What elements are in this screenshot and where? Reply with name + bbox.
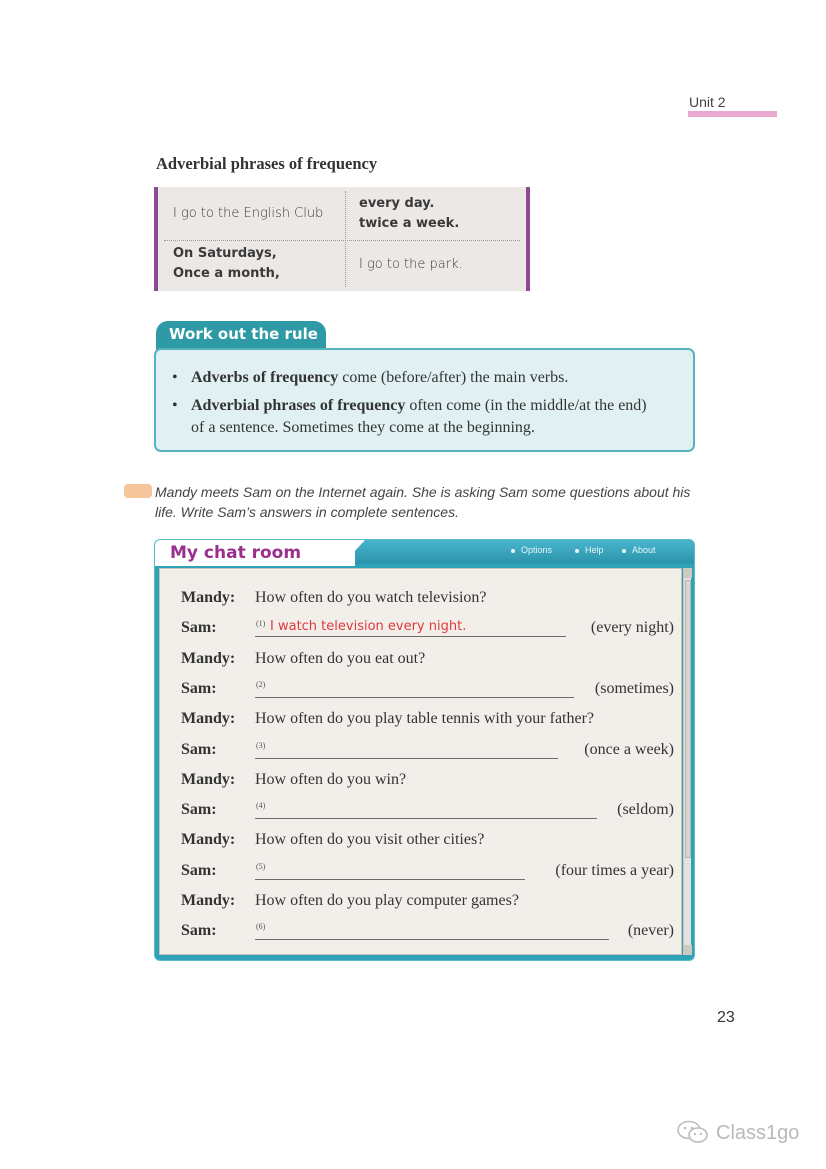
answer-input-line[interactable] [255, 879, 525, 880]
table-divider-horizontal [164, 240, 520, 241]
scroll-up-arrow-icon[interactable] [684, 568, 692, 578]
answer-number: (6) [256, 922, 266, 931]
chat-window [154, 539, 695, 961]
table-cell-b-line2: twice a week. [359, 216, 460, 231]
speaker-sam: Sam: [181, 862, 217, 879]
answer-row [160, 859, 680, 883]
chat-scrollbar[interactable] [683, 568, 691, 955]
table-cell-b-line1: every day. [359, 196, 435, 211]
answer-hint: (four times a year) [555, 862, 674, 879]
answer-hint: (every night) [590, 619, 674, 636]
chat-body [159, 568, 682, 955]
answer-hint: (sometimes) [594, 680, 674, 697]
answer-number: (2) [256, 680, 266, 689]
section-title: Adverbial phrases of frequency [156, 154, 378, 173]
speaker-mandy: Mandy: [181, 831, 236, 848]
answer-hint: (seldom) [617, 801, 674, 818]
speaker-mandy: Mandy: [181, 589, 236, 606]
question-text: How often do you play computer games? [255, 892, 519, 909]
table-cell-a: I go to the English Club [173, 206, 324, 221]
menu-options[interactable] [511, 545, 552, 555]
table-cell-d: I go to the park. [359, 257, 463, 272]
answer-row [160, 616, 680, 640]
question-row [160, 707, 680, 731]
bullet-icon: • [172, 369, 178, 386]
wechat-icon [676, 1120, 710, 1144]
unit-label: Unit 2 [689, 94, 726, 110]
answer-hint: (once a week) [584, 741, 674, 758]
answer-input-line[interactable] [255, 818, 597, 819]
speaker-mandy: Mandy: [181, 892, 236, 909]
answer-input-line[interactable] [255, 758, 558, 759]
scroll-thumb[interactable] [685, 580, 691, 858]
rule-item-1-bold: Adverbs of frequency [191, 369, 339, 386]
menu-options-label: Options [521, 545, 553, 555]
dot-icon [575, 549, 579, 553]
answer-number: (1) [256, 619, 266, 628]
menu-about-label: About [632, 545, 656, 555]
question-text: How often do you eat out? [255, 650, 426, 667]
phrase-table [154, 187, 530, 291]
page-number: 23 [717, 1009, 735, 1026]
question-text: How often do you play table tennis with your father? [255, 710, 595, 727]
question-row [160, 768, 680, 792]
answer-row [160, 738, 680, 762]
table-cell-b [359, 194, 459, 234]
dot-icon [511, 549, 515, 553]
chat-title-slant [341, 540, 365, 566]
speaker-sam: Sam: [181, 619, 217, 636]
question-text: How often do you visit other cities? [255, 831, 485, 848]
answer-row [160, 677, 680, 701]
table-cell-c [173, 244, 280, 284]
speaker-sam: Sam: [181, 801, 217, 818]
speaker-sam: Sam: [181, 680, 217, 697]
menu-help[interactable] [575, 545, 604, 555]
instruction-text: Mandy meets Sam on the Internet again. She is asking Sam some questions about his life. Write Sam’s answers in complete sentences. [155, 484, 691, 520]
rule-box [154, 348, 695, 452]
question-row [160, 828, 680, 852]
dot-icon [622, 549, 626, 553]
table-cell-c-line1: On Saturdays, [173, 246, 277, 261]
table-divider-vertical [345, 191, 346, 287]
bullet-icon: • [172, 397, 178, 414]
speaker-mandy: Mandy: [181, 710, 236, 727]
question-text: How often do you win? [255, 771, 407, 788]
unit-bar [688, 111, 777, 117]
rule-item-1-rest: come (before/after) the main verbs. [338, 369, 569, 386]
question-text: How often do you watch television? [255, 589, 487, 606]
answer-number: (3) [256, 741, 266, 750]
instruction-marker [124, 484, 152, 498]
speaker-mandy: Mandy: [181, 650, 236, 667]
answer-hint: (never) [627, 922, 674, 939]
table-cell-c-line2: Once a month, [173, 266, 280, 281]
speaker-sam: Sam: [181, 741, 217, 758]
rule-title: Work out the rule [169, 325, 318, 343]
answer-input-line[interactable] [255, 697, 574, 698]
menu-help-label: Help [585, 545, 604, 555]
menu-about[interactable] [622, 545, 656, 555]
rule-item-2-bold: Adverbial phrases of frequency [191, 397, 406, 414]
answer-number: (4) [256, 801, 266, 810]
answer-text: I watch television every night. [270, 619, 467, 634]
speaker-sam: Sam: [181, 922, 217, 939]
answer-row [160, 798, 680, 822]
answer-number: (5) [256, 862, 266, 871]
watermark-text: Class1go [716, 1122, 800, 1144]
watermark [676, 1120, 799, 1145]
question-row [160, 647, 680, 671]
rule-item-2-rest: often come (in the middle/at the end) of a sentence. Sometimes they come at the beginning. [191, 397, 647, 436]
answer-row [160, 919, 680, 943]
speaker-mandy: Mandy: [181, 771, 236, 788]
chat-title: My chat room [170, 543, 302, 563]
scroll-down-arrow-icon[interactable] [684, 945, 692, 955]
question-row [160, 586, 680, 610]
answer-input-line[interactable] [255, 939, 609, 940]
question-row [160, 889, 680, 913]
